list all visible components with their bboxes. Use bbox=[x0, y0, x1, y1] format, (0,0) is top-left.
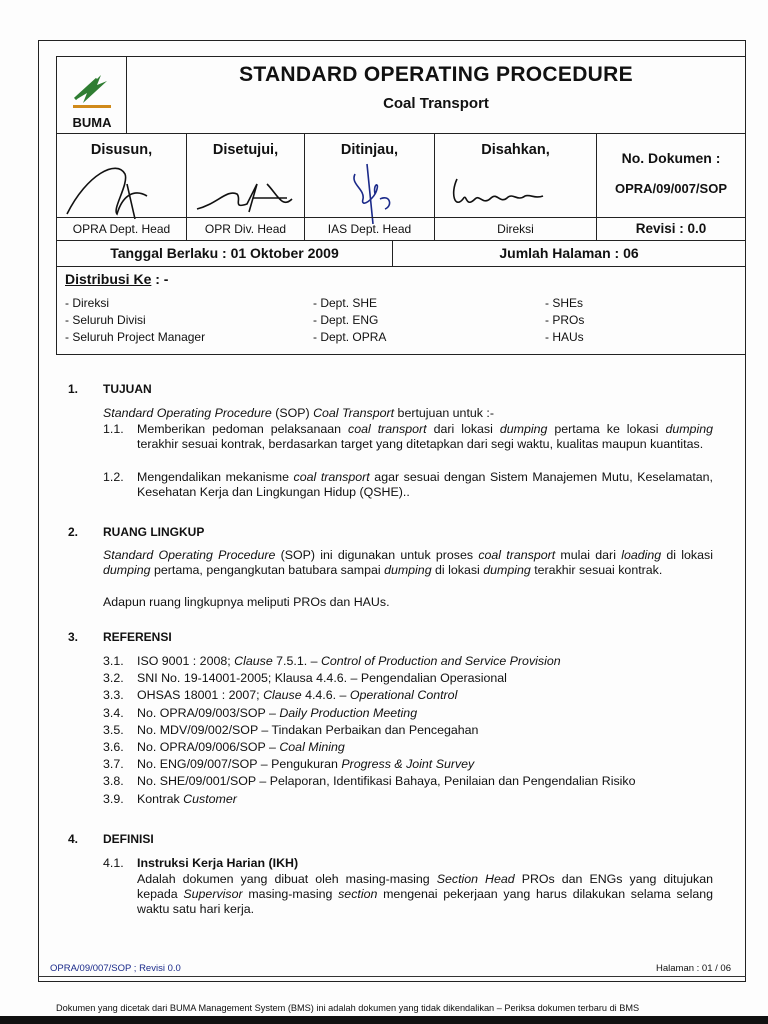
section-referensi: 3. REFERENSI 3.1. ISO 9001 : 2008; Clause 7.5.1. – Control of Production and Service Provision 3.2. SNI No. 19-14001-2005; Klausa 4.4.6. – Pengendalian Operasional 3.3. OHSAS 18001 : 2007; Clause 4.4.6. – Operational Control 3.4. No. OPRA/09/003/SOP – Daily Production Meeting 3.5. No. MDV/09/002/SOP – Tindakan Perbaikan dan Pencegahan 3.6. No. OPRA/09/006/SOP – Coal Mining 3.7. No. ENG/09/007/SOP – Pengukuran Progress & Joint Survey 3.8. No. SHE/09/001/SOP – Pelaporan, Identifikasi Bahaya, Penilaian dan Pengendalian Risiko 3.9. Kontrak Customer bbox=[68, 630, 636, 806]
footer-disclaimer: Dokumen yang dicetak dari BUMA Management System (BMS) ini adalah dokumen yang tidak dikendalikan – Periksa dokumen terbaru di BMS bbox=[56, 1003, 640, 1013]
distribution-col-3 bbox=[545, 295, 584, 346]
section-heading: RUANG LINGKUP bbox=[103, 525, 205, 539]
effective-date: Tanggal Berlaku : 01 Oktober 2009 bbox=[56, 241, 392, 267]
page-count: Jumlah Halaman : 06 bbox=[392, 241, 746, 267]
buma-logo-icon bbox=[71, 69, 113, 111]
document-number-cell bbox=[596, 134, 746, 241]
list-item: - Seluruh Project Manager bbox=[65, 329, 205, 346]
signature-role: Ditinjau, bbox=[340, 142, 399, 158]
signature-cell-disusun bbox=[56, 134, 186, 241]
list-item: - Direksi bbox=[65, 295, 205, 312]
list-item: - Dept. OPRA bbox=[313, 329, 386, 346]
signature-role: Disusun, bbox=[90, 142, 153, 158]
title-block bbox=[126, 56, 746, 134]
logo-text: BUMA bbox=[72, 115, 112, 130]
section-tujuan: 1. TUJUAN Standard Operating Procedure (SOP) Coal Transport bertujuan untuk :- 1.1. Memberikan pedoman pelaksanaan coal transport dari lokasi dumping pertama ke lokasi dumping terakhir sesuai kontrak, berdasarkan target yang ditetapkan dari segi waktu, kualitas maupun kuantitas. 1.2. Mengendalikan mekanisme coal transport agar sesuai dengan Sistem Manajemen Mutu, Keselamatan, Kesehatan Kerja dan Lingkungan Hidup (QSHE).. bbox=[68, 382, 714, 499]
footer-page-number: Halaman : 01 / 06 bbox=[656, 963, 731, 974]
distribution-box bbox=[56, 267, 746, 355]
signature-mark-icon bbox=[57, 154, 187, 224]
signature-mark-icon bbox=[305, 154, 435, 224]
document-subtitle: Coal Transport bbox=[383, 95, 489, 112]
signature-position: Direksi bbox=[435, 217, 596, 240]
document-header bbox=[56, 56, 746, 356]
logo bbox=[56, 56, 126, 134]
section-heading: TUJUAN bbox=[103, 382, 152, 396]
signature-cell-disahkan bbox=[434, 134, 596, 241]
signature-role: Disetujui, bbox=[212, 142, 279, 158]
revision: Revisi : 0.0 bbox=[597, 217, 745, 240]
document-number-label: No. Dokumen : bbox=[621, 150, 721, 166]
signature-role: Disahkan, bbox=[481, 142, 550, 158]
footer-document-code: OPRA/09/007/SOP ; Revisi 0.0 bbox=[50, 963, 181, 974]
section-heading: DEFINISI bbox=[103, 832, 154, 846]
scan-edge bbox=[0, 1016, 768, 1024]
signature-mark-icon bbox=[435, 154, 597, 224]
section-ruang-lingkup bbox=[68, 525, 718, 615]
section-paragraph: Standard Operating Procedure (SOP) ini digunakan untuk proses coal transport mulai dari loading di lokasi dumping pertama, pengangkutan batubara sampai dumping di lokasi dumping terakhir sesuai kontrak. bbox=[103, 548, 713, 577]
signature-cell-ditinjau bbox=[304, 134, 434, 241]
document-number-value: OPRA/09/007/SOP bbox=[615, 181, 727, 196]
section-paragraph: Adapun ruang lingkupnya meliputi PROs dan HAUs. bbox=[103, 595, 390, 609]
list-item: - SHEs bbox=[545, 295, 584, 312]
signature-row bbox=[56, 134, 746, 241]
distribution-col-2 bbox=[313, 295, 386, 346]
section-number: 1. bbox=[68, 382, 79, 396]
footer-divider bbox=[38, 976, 746, 977]
section-definisi: 4. DEFINISI 4.1. Instruksi Kerja Harian (IKH) Adalah dokumen yang dibuat oleh masing-masing Section Head PROs dan ENGs yang ditujukan kepada Supervisor masing-masing section mengenai pekerjaan yang harus dilakukan selama selang waktu satu hari kerja. bbox=[68, 832, 713, 916]
signature-mark-icon bbox=[187, 154, 305, 224]
distribution-col-1 bbox=[65, 295, 205, 346]
distribution-title: Distribusi Ke : - bbox=[65, 271, 169, 287]
list-item: - Dept. SHE bbox=[313, 295, 386, 312]
signature-cell-disetujui bbox=[186, 134, 304, 241]
list-item: - Seluruh Divisi bbox=[65, 312, 205, 329]
document-title: STANDARD OPERATING PROCEDURE bbox=[239, 63, 633, 86]
section-intro: Standard Operating Procedure (SOP) Coal Transport bertujuan untuk :- bbox=[103, 406, 494, 420]
date-row bbox=[56, 241, 746, 267]
signature-position: IAS Dept. Head bbox=[305, 217, 434, 240]
signature-position: OPRA Dept. Head bbox=[57, 217, 186, 240]
list-item: - PROs bbox=[545, 312, 584, 329]
list-item: - HAUs bbox=[545, 329, 584, 346]
section-heading: REFERENSI bbox=[103, 630, 172, 644]
section-number: 2. bbox=[68, 525, 79, 539]
signature-position: OPR Div. Head bbox=[187, 217, 304, 240]
section-number: 4. bbox=[68, 832, 79, 846]
section-number: 3. bbox=[68, 630, 79, 644]
list-item: - Dept. ENG bbox=[313, 312, 386, 329]
